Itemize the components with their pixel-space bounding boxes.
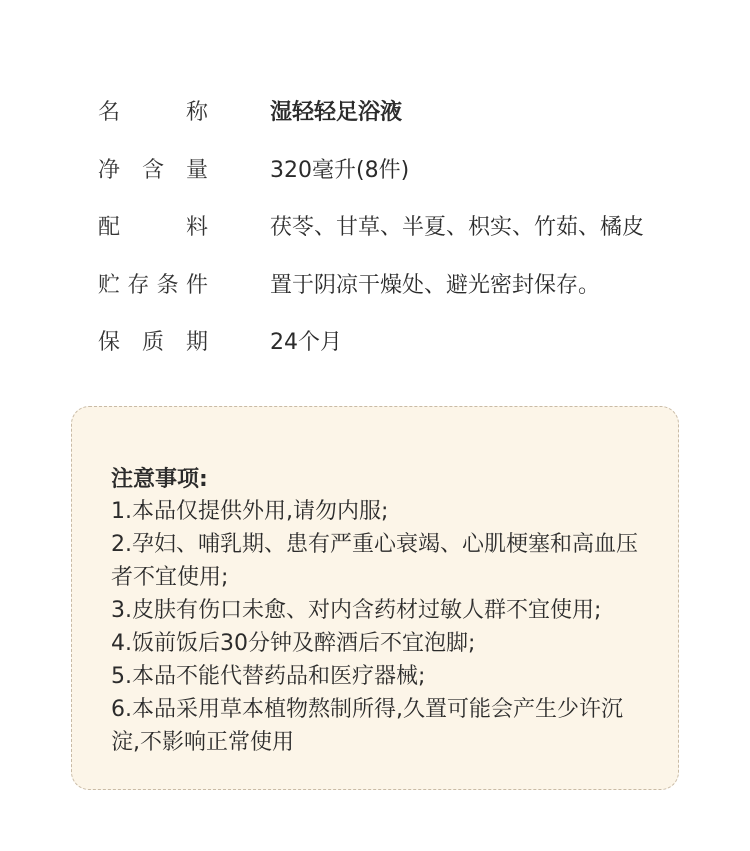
- spec-label-net-content: 净 含 量: [98, 157, 208, 183]
- spec-row-shelf-life: [98, 312, 698, 370]
- notice-box: [71, 406, 679, 790]
- spec-label-name: 名 称: [98, 100, 208, 126]
- product-spec-table: [98, 82, 698, 370]
- notice-item: 2.孕妇、哺乳期、患有严重心衰竭、心肌梗塞和高血压者不宜使用;: [111, 532, 638, 590]
- notice-item: 3.皮肤有伤口未愈、对内含药材过敏人群不宜使用;: [111, 598, 602, 623]
- spec-row-storage: [98, 255, 698, 313]
- spec-value-shelf-life: 24个月: [270, 330, 342, 356]
- spec-row-name: [98, 82, 698, 140]
- notice-title: 注意事项:: [111, 467, 208, 492]
- notice-item: 5.本品不能代替药品和医疗器械;: [111, 664, 426, 689]
- notice-item: 6.本品采用草本植物熬制所得,久置可能会产生少许沉淀,不影响正常使用: [111, 697, 623, 755]
- spec-row-ingredients: [98, 197, 698, 255]
- notice-list: [111, 495, 651, 759]
- spec-label-ingredients: 配 料: [98, 215, 208, 241]
- spec-label-shelf-life: 保 质 期: [98, 330, 208, 356]
- notice-item: 4.饭前饭后30分钟及醉酒后不宜泡脚;: [111, 631, 476, 656]
- spec-label-storage: 贮存条件: [98, 272, 208, 298]
- spec-value-net-content: 320毫升(8件): [270, 157, 410, 183]
- spec-value-name: 湿轻轻足浴液: [270, 100, 403, 126]
- spec-value-ingredients: 茯苓、甘草、半夏、枳实、竹茹、橘皮: [270, 215, 645, 241]
- spec-value-storage: 置于阴凉干燥处、避光密封保存。: [270, 272, 601, 298]
- notice-item: 1.本品仅提供外用,请勿内服;: [111, 499, 389, 524]
- spec-row-net-content: [98, 140, 698, 198]
